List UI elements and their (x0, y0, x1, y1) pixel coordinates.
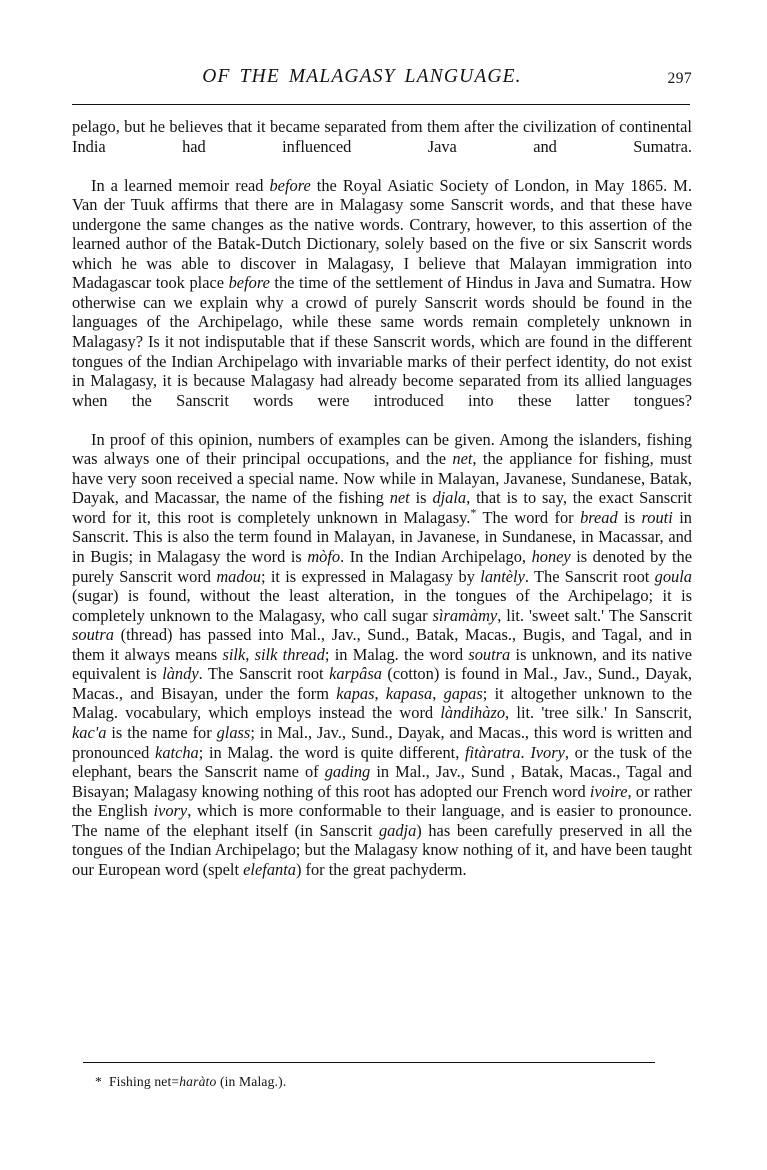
paragraph-1: pelago, but he believes that it became separated from them after the civilization of continental India had influenced Java and Sumatra. (72, 117, 692, 156)
italic-term: before (228, 273, 270, 293)
italic-term: fitàratra (464, 742, 521, 762)
italic-term: routi (641, 507, 673, 527)
italic-term: kapas (336, 683, 375, 703)
italic-term: kac'a (72, 722, 107, 742)
italic-term: gapas (443, 683, 483, 703)
footnote-trail: (in Malag.). (216, 1074, 287, 1089)
italic-term: elefanta (243, 859, 296, 879)
italic-term: sìramàmy (432, 605, 498, 625)
italic-term: before (269, 175, 311, 195)
body-text (72, 117, 692, 879)
italic-term: gadja (378, 820, 417, 840)
footnote-lead: Fishing net= (108, 1074, 180, 1089)
footnote-term: haràto (179, 1074, 217, 1089)
italic-term: bread (580, 507, 618, 527)
italic-term: Ivory (530, 742, 565, 762)
page-number: 297 (667, 70, 692, 87)
italic-term: karpâsa (329, 664, 382, 684)
footnote-rule (83, 1062, 655, 1063)
footnote-marker: * (95, 1074, 102, 1089)
italic-term: làndihàzo (440, 703, 506, 723)
italic-term: madou (216, 566, 261, 586)
header-rule (72, 104, 690, 105)
italic-term: silk, silk thread (222, 644, 325, 664)
italic-term: gading (324, 762, 371, 782)
italic-term: net (452, 449, 473, 469)
running-head (72, 66, 692, 96)
italic-term: soutra (468, 644, 511, 664)
italic-term: net (389, 488, 410, 508)
italic-term: lantèly (480, 566, 525, 586)
italic-term: katcha (155, 742, 199, 762)
italic-term: ivory (153, 801, 188, 821)
italic-term: honey (531, 547, 571, 567)
italic-term: glass (216, 722, 251, 742)
italic-term: goula (654, 566, 692, 586)
footnote (95, 1073, 655, 1090)
italic-term: mòfo (307, 547, 341, 567)
italic-term: soutra (72, 625, 114, 645)
italic-term: ivoire (589, 781, 628, 801)
italic-term: làndy (162, 664, 199, 684)
footnote-reference: * (470, 505, 477, 520)
italic-term: djala (432, 488, 467, 508)
paragraph-2: In a learned memoir read before the Royal Asiatic Society of London, in May 1865. M. Van der Tuuk affirms that there are in Malagasy some Sanscrit words, and that these have undergone the same changes as the native words. Contrary, however, to this assertion of the learned author of the Batak-Dutch Dictionary, solely based on the five or six Sanscrit words which he was able to discover in Malagasy, I believe that Malayan immigration into Madagascar took place before the time of the settlement of Hindus in Java and Sumatra. How otherwise can we explain why a crowd of purely Sanscrit words should be found in the languages of the Archipelago, while these same words remain completely unknown in Malagasy? Is it not indisputable that if these Sanscrit words, which are found in the different tongues of the Indian Archipelago with invariable marks of their perfect identity, do not exist in Malagasy, it is because Malagasy had already become separated from its allied languages when the Sanscrit words were introduced into these latter tongues? (72, 175, 692, 410)
italic-term: kapasa (385, 683, 433, 703)
running-head-title: OF THE MALAGASY LANGUAGE. (202, 66, 522, 87)
paragraph-3: In proof of this opinion, numbers of examples can be given. Among the islanders, fishing was always one of their principal occupations, and the net, the appliance for fishing, must have very soon received a special name. Now while in Malayan, Javanese, Sundanese, Batak, Dayak, and Macassar, the name of the fishing net is djala, that is to say, the exact Sanscrit word for it, this root is completely unknown in Malagasy.* The word for bread is routi in Sanscrit. This is also the term found in Malayan, in Javanese, in Sundanese, in Macassar, and in Bugis; in Malagasy the word is mòfo. In the Indian Archipelago, honey is denoted by the purely Sanscrit word madou; it is expressed in Malagasy by lantèly. The Sanscrit root goula (sugar) is found, without the least alteration, in the tongues of the Archipelago; it is completely unknown to the Malagasy, who call sugar sìramàmy, lit. 'sweet salt.' The Sanscrit soutra (thread) has passed into Mal., Jav., Sund., Batak, Macas., Bugis, and Tagal, and in them it always means silk, silk thread; in Malag. the word soutra is unknown, and its native equivalent is làndy. The Sanscrit root karpâsa (cotton) is found in Mal., Jav., Sund., Dayak, Macas., and Bisayan, under the form kapas, kapasa, gapas; it altogether unknown to the Malag. vocabulary, which employs instead the word làndihàzo, lit. 'tree silk.' In Sanscrit, kac'a is the name for glass; in Mal., Jav., Sund., Dayak, and Macas., this word is written and pronounced katcha; in Malag. the word is quite different, fitàratra. Ivory, or the tusk of the elephant, bears the Sanscrit name of gading in Mal., Jav., Sund , Batak, Macas., Tagal and Bisayan; Malagasy knowing nothing of this root has adopted our French word ivoire, or rather the English ivory, which is more conformable to their language, and is easier to pronounce. The name of the elephant itself (in Sanscrit gadja) has been carefully preserved in all the tongues of the Indian Archipelago; but the Malagasy know nothing of it, and have been taught our European word (spelt elefanta) for the great pachyderm. (72, 429, 693, 879)
